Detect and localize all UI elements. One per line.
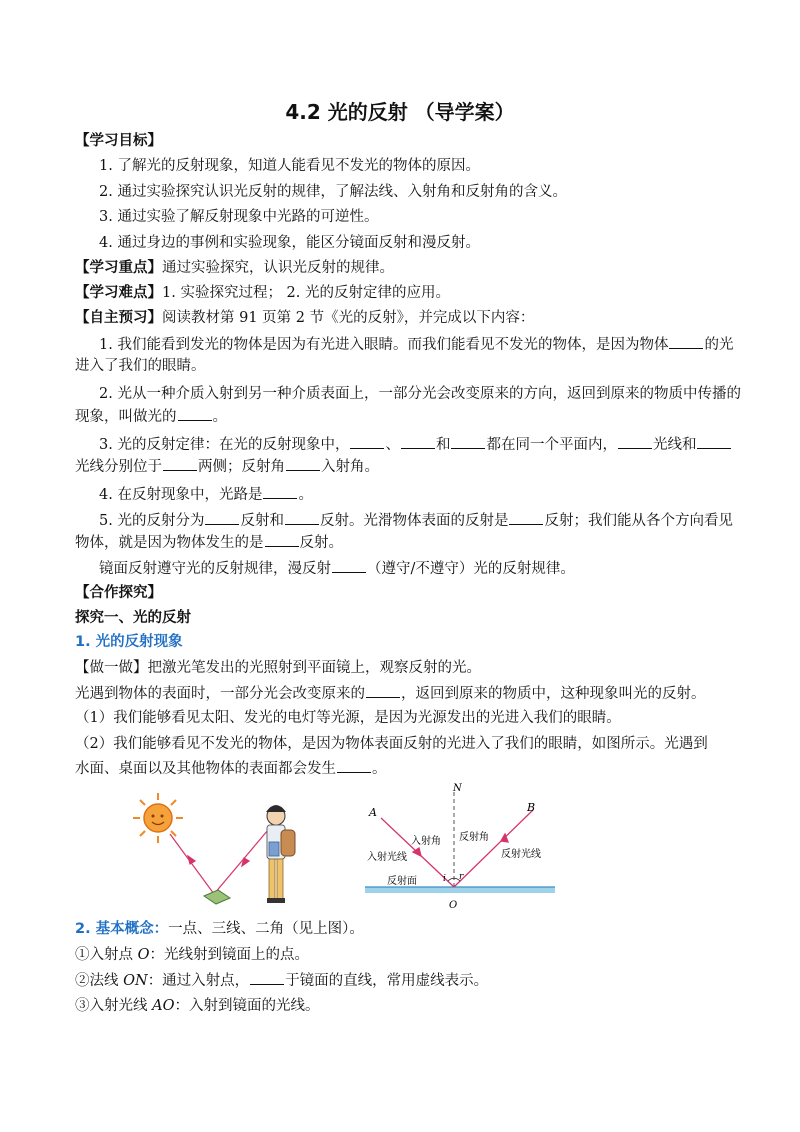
question-5 [99,510,733,531]
blank[interactable] [285,510,319,525]
goal-1: 1. 了解光的反射现象，知道人能看见不发光的物体的原因。 [99,158,480,174]
label-N: N [453,783,462,794]
q3-text-c: 光线和 [652,437,697,453]
q2-text: 现象，叫做光的 [75,409,177,425]
blank[interactable] [286,456,320,471]
do-label: 【做一做】 [75,660,148,676]
c1-symbol: O [137,947,150,963]
question-5-cont [75,532,343,553]
p1-text: 光遇到物体的表面时，一部分光会改变原来的 [75,686,365,702]
sub-2-heading: 2. 基本概念： [75,921,169,937]
p3-text: 水面、桌面以及其他物体的表面都会发生 [75,761,336,777]
q3-and: 和 [435,437,451,453]
question-2-cont: 现象，叫做光的 。 [75,406,227,427]
c1-prefix: ①入射点 [75,947,138,963]
c3-text: ：入射到镜面的光线。 [174,998,320,1014]
blank[interactable] [509,510,543,525]
blank[interactable] [205,510,239,525]
key-point [75,258,394,278]
label-O: O [449,900,458,911]
do-it [75,658,481,678]
diff-label: 【学习难点】 [75,285,162,301]
question-1 [99,334,733,355]
label-incident-ray: 入射光线 [367,852,407,863]
blank[interactable] [366,683,400,698]
q5-text-e: 物体，就是因为物体发生的是 [75,535,264,551]
q3-text-d: 光线分别位于 [75,459,162,475]
diff-text: 1. 实验探究过程； 2. 光的反射定律的应用。 [162,285,450,301]
question-4: 4. 在反射现象中，光路是 。 [99,484,313,505]
concept-3 [75,996,319,1016]
blank[interactable] [263,484,297,499]
goal-2: 2. 通过实验探究认识光反射的规律，了解法线、入射角和反射角的含义。 [99,184,567,200]
concept-2 [75,970,488,991]
person-icon [266,805,295,903]
sub-2-text: 一点、三线、二角（见上图）。 [168,921,364,937]
q5-text-c: 反射。光滑物体表面的反射是 [319,513,509,529]
label-surface: 反射面 [387,876,417,887]
q6-text: 镜面反射遵守光的反射规律，漫反射 [99,561,331,577]
blank[interactable] [669,334,703,349]
blank[interactable] [332,558,366,573]
para-3: （2）我们能够看见不发光的物体，是因为物体表面反射的光进入了我们的眼睛，如图所示。光遇到 [75,736,708,752]
label-A: A [369,806,377,819]
sun-icon [133,793,183,843]
para-2: （1）我们能够看见太阳、发光的电灯等光源，是因为光源发出的光进入我们的眼睛。 [75,710,621,726]
page-title: 4.2 光的反射 （导学案） [285,100,515,124]
blank[interactable] [697,434,731,449]
c2-text: ：通过入射点， [147,973,250,989]
c2-text-b: 于镜面的直线，常用虚线表示。 [285,973,489,989]
blank[interactable] [337,758,371,773]
blank[interactable] [451,434,485,449]
label-B: B [527,801,536,814]
question-6 [99,558,575,579]
label-incident-angle: 入射角 [411,836,441,847]
goal-4: 4. 通过身边的事例和实验现象，能区分镜面反射和漫反射。 [99,235,480,251]
key-text: 通过实验探究，认识光反射的规律。 [162,260,394,276]
blank[interactable] [163,456,197,471]
blank[interactable] [401,434,435,449]
para-1 [75,683,706,704]
c2-symbol: ON [123,973,148,989]
q5-text-f: 反射。 [299,535,343,551]
q3-text-f: 入射角。 [321,459,379,475]
preview-label: 【自主预习】 [75,310,162,326]
reflection-diagram [355,778,565,913]
concept-1 [75,945,309,965]
para-3-cont: 水面、桌面以及其他物体的表面都会发生 。 [75,758,387,779]
illustration-seeing-objects [130,790,320,910]
do-text: 把激光笔发出的光照射到平面镜上，观察反射的光。 [147,660,481,676]
q3-text-b: 都在同一个平面内， [486,437,617,453]
label-reflect-angle: 反射角 [459,832,489,843]
preview-text: 阅读教材第 91 页第 2 节《光的反射》，并完成以下内容： [162,310,535,326]
question-3-cont [75,456,379,477]
blank[interactable] [265,532,299,547]
explore-1-heading: 探究一、光的反射 [75,610,191,626]
blank[interactable] [250,970,284,985]
sub-1-heading: 1. 光的反射现象 [75,634,183,650]
q5-text-b: 反射和 [240,513,284,529]
p1-text-b: ，返回到原来的物质中，这种现象叫光的反射。 [401,686,706,702]
preview [75,308,534,328]
label-r: r [459,872,464,882]
q4-text: 4. 在反射现象中，光路是 [99,487,263,503]
basic-concepts [75,919,364,939]
label-i: i [443,874,446,884]
c3-symbol: AO [152,998,175,1014]
q1-text-b: 的光 [704,337,734,353]
q6-text-b: （遵守/不遵守）光的反射规律。 [367,561,575,577]
c3-prefix: ③入射光线 [75,998,153,1014]
blank[interactable] [350,434,384,449]
section-cooperate: 【合作探究】 [75,585,162,601]
goal-3: 3. 通过实验了解反射现象中光路的可逆性。 [99,209,379,225]
light-path [170,830,268,894]
mirror-surface [365,887,555,893]
question-2: 2. 光从一种介质入射到另一种介质表面上，一部分光会改变原来的方向，返回到原来的物质中传播的 [99,386,741,402]
blank[interactable] [618,434,652,449]
label-reflect-ray: 反射光线 [501,849,541,860]
q1-text: 1. 我们能看到发光的物体是因为有光进入眼睛。而我们能看见不发光的物体，是因为物体 [99,337,669,353]
difficulty [75,283,450,303]
book-icon [204,890,230,904]
q5-text-d: 反射；我们能从各个方向看见 [544,513,733,529]
q3-text-e: 两侧；反射角 [198,459,285,475]
blank[interactable] [178,406,212,421]
question-3: 3. 光的反射定律：在光的反射现象中， 、 和 都在同一个平面内， 光线和 [99,434,732,455]
question-1-cont: 进入了我们的眼睛。 [75,358,206,374]
key-label: 【学习重点】 [75,260,162,276]
section-goals: 【学习目标】 [75,133,162,149]
c2-prefix: ②法线 [75,973,124,989]
q5-text: 5. 光的反射分为 [99,513,205,529]
q3-text: 3. 光的反射定律：在光的反射现象中， [99,437,350,453]
c1-text: ：光线射到镜面上的点。 [149,947,309,963]
